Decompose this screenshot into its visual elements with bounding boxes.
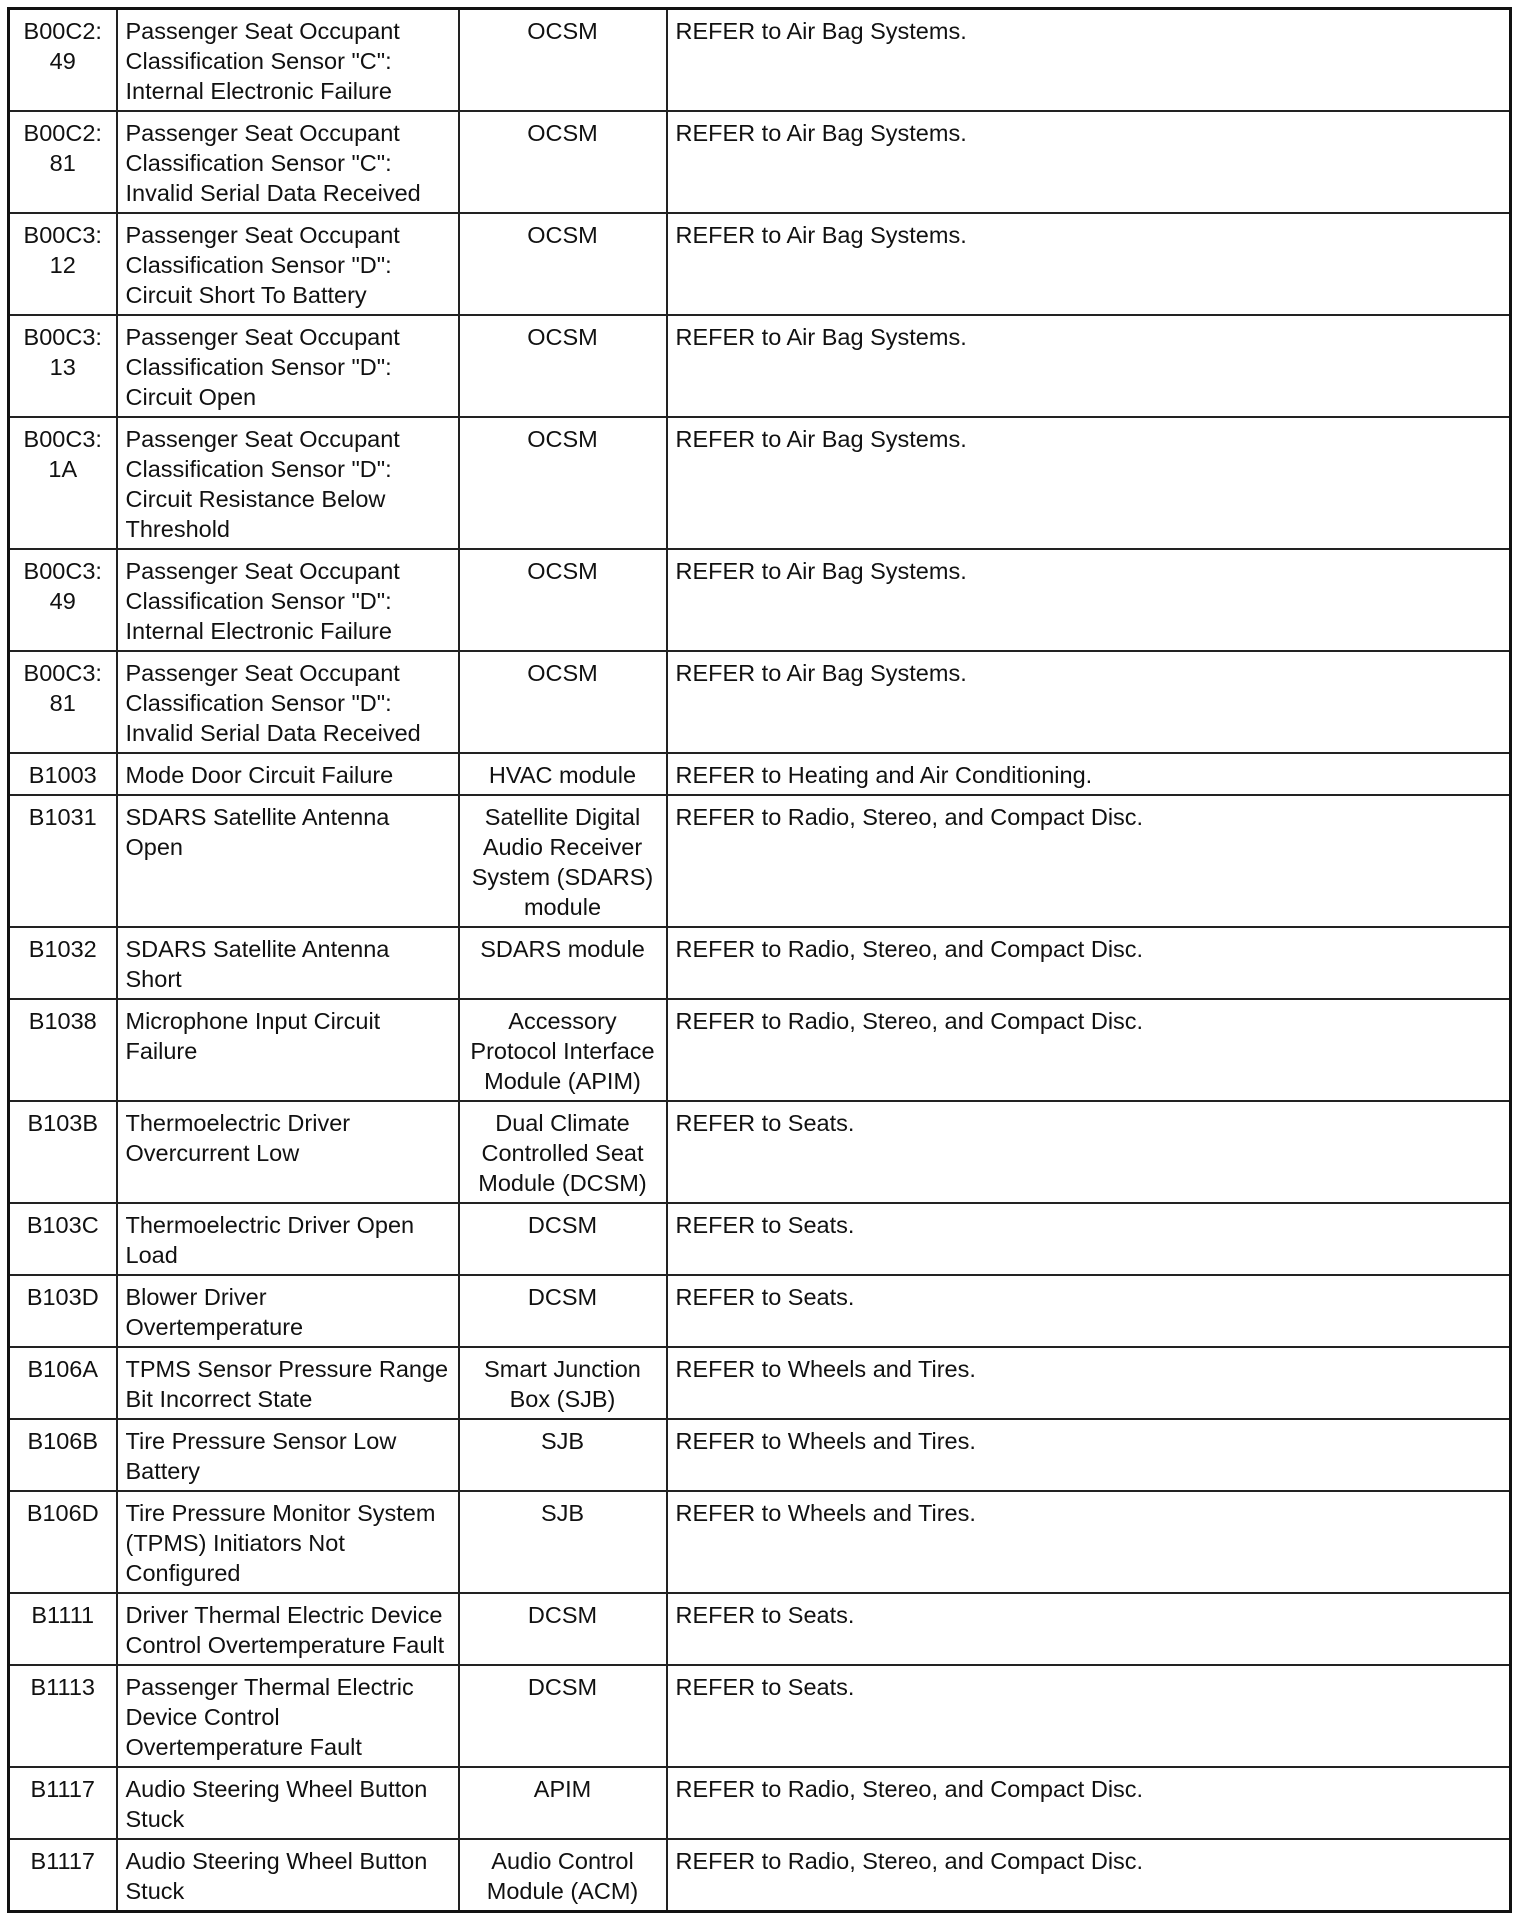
dtc-code-cell: B106A [9, 1347, 117, 1419]
description-cell: Passenger Seat Occupant Classification Sensor "D": Circuit Resistance Below Threshold [117, 417, 459, 549]
action-cell: REFER to Seats. [667, 1275, 1511, 1347]
table-row [9, 1491, 1511, 1593]
dtc-code-cell: B106B [9, 1419, 117, 1491]
description-cell: Passenger Seat Occupant Classification Sensor "C": Invalid Serial Data Received [117, 111, 459, 213]
action-cell: REFER to Seats. [667, 1593, 1511, 1665]
action-cell: REFER to Radio, Stereo, and Compact Disc. [667, 1767, 1511, 1839]
description-cell: SDARS Satellite Antenna Short [117, 927, 459, 999]
module-cell: DCSM [459, 1665, 667, 1767]
table-row [9, 1593, 1511, 1665]
table-row [9, 315, 1511, 417]
module-cell: Satellite Digital Audio Receiver System (SDARS) module [459, 795, 667, 927]
table-row [9, 9, 1511, 112]
table-row [9, 1665, 1511, 1767]
module-cell: Smart Junction Box (SJB) [459, 1347, 667, 1419]
dtc-code-cell: B1111 [9, 1593, 117, 1665]
module-cell: Dual Climate Controlled Seat Module (DCSM) [459, 1101, 667, 1203]
action-cell: REFER to Seats. [667, 1203, 1511, 1275]
dtc-code-cell: B1117 [9, 1767, 117, 1839]
dtc-table-body [9, 9, 1511, 1912]
action-cell: REFER to Seats. [667, 1665, 1511, 1767]
module-cell: DCSM [459, 1593, 667, 1665]
action-cell: REFER to Radio, Stereo, and Compact Disc. [667, 927, 1511, 999]
module-cell: OCSM [459, 9, 667, 112]
description-cell: TPMS Sensor Pressure Range Bit Incorrect State [117, 1347, 459, 1419]
description-cell: Mode Door Circuit Failure [117, 753, 459, 795]
dtc-code-cell: B00C3:13 [9, 315, 117, 417]
table-row [9, 753, 1511, 795]
description-cell: Passenger Seat Occupant Classification Sensor "C": Internal Electronic Failure [117, 9, 459, 112]
dtc-code-cell: B00C2:81 [9, 111, 117, 213]
action-cell: REFER to Air Bag Systems. [667, 213, 1511, 315]
table-row [9, 549, 1511, 651]
module-cell: DCSM [459, 1275, 667, 1347]
module-cell: SDARS module [459, 927, 667, 999]
dtc-code-cell: B103D [9, 1275, 117, 1347]
dtc-code-cell: B1113 [9, 1665, 117, 1767]
table-row [9, 1347, 1511, 1419]
table-row [9, 1203, 1511, 1275]
module-cell: APIM [459, 1767, 667, 1839]
dtc-code-cell: B1038 [9, 999, 117, 1101]
table-row [9, 417, 1511, 549]
table-row [9, 1101, 1511, 1203]
module-cell: SJB [459, 1419, 667, 1491]
dtc-code-cell: B103B [9, 1101, 117, 1203]
table-row [9, 795, 1511, 927]
description-cell: Tire Pressure Monitor System (TPMS) Initiators Not Configured [117, 1491, 459, 1593]
table-row [9, 213, 1511, 315]
action-cell: REFER to Radio, Stereo, and Compact Disc. [667, 795, 1511, 927]
action-cell: REFER to Air Bag Systems. [667, 417, 1511, 549]
description-cell: Passenger Thermal Electric Device Control Overtemperature Fault [117, 1665, 459, 1767]
dtc-code-cell: B1031 [9, 795, 117, 927]
dtc-code-cell: B00C3:1A [9, 417, 117, 549]
table-row [9, 1419, 1511, 1491]
description-cell: Thermoelectric Driver Overcurrent Low [117, 1101, 459, 1203]
table-row [9, 111, 1511, 213]
action-cell: REFER to Air Bag Systems. [667, 549, 1511, 651]
action-cell: REFER to Heating and Air Conditioning. [667, 753, 1511, 795]
description-cell: Microphone Input Circuit Failure [117, 999, 459, 1101]
module-cell: OCSM [459, 213, 667, 315]
action-cell: REFER to Wheels and Tires. [667, 1419, 1511, 1491]
table-row [9, 1767, 1511, 1839]
dtc-code-cell: B00C3:81 [9, 651, 117, 753]
table-row [9, 999, 1511, 1101]
dtc-code-cell: B1117 [9, 1839, 117, 1912]
dtc-code-cell: B00C3:49 [9, 549, 117, 651]
table-row [9, 1839, 1511, 1912]
dtc-code-cell: B103C [9, 1203, 117, 1275]
table-row [9, 651, 1511, 753]
description-cell: Audio Steering Wheel Button Stuck [117, 1839, 459, 1912]
description-cell: Passenger Seat Occupant Classification Sensor "D": Circuit Open [117, 315, 459, 417]
dtc-code-cell: B1003 [9, 753, 117, 795]
description-cell: Driver Thermal Electric Device Control Overtemperature Fault [117, 1593, 459, 1665]
dtc-table [7, 7, 1512, 1913]
action-cell: REFER to Air Bag Systems. [667, 651, 1511, 753]
dtc-code-cell: B1032 [9, 927, 117, 999]
description-cell: Tire Pressure Sensor Low Battery [117, 1419, 459, 1491]
action-cell: REFER to Wheels and Tires. [667, 1347, 1511, 1419]
action-cell: REFER to Radio, Stereo, and Compact Disc. [667, 1839, 1511, 1912]
module-cell: DCSM [459, 1203, 667, 1275]
description-cell: SDARS Satellite Antenna Open [117, 795, 459, 927]
table-row [9, 1275, 1511, 1347]
dtc-code-cell: B106D [9, 1491, 117, 1593]
description-cell: Passenger Seat Occupant Classification Sensor "D": Circuit Short To Battery [117, 213, 459, 315]
description-cell: Passenger Seat Occupant Classification Sensor "D": Internal Electronic Failure [117, 549, 459, 651]
dtc-code-cell: B00C3:12 [9, 213, 117, 315]
action-cell: REFER to Air Bag Systems. [667, 9, 1511, 112]
description-cell: Passenger Seat Occupant Classification Sensor "D": Invalid Serial Data Received [117, 651, 459, 753]
module-cell: HVAC module [459, 753, 667, 795]
module-cell: OCSM [459, 315, 667, 417]
action-cell: REFER to Air Bag Systems. [667, 315, 1511, 417]
dtc-code-cell: B00C2:49 [9, 9, 117, 112]
table-row [9, 927, 1511, 999]
action-cell: REFER to Seats. [667, 1101, 1511, 1203]
description-cell: Thermoelectric Driver Open Load [117, 1203, 459, 1275]
module-cell: Audio Control Module (ACM) [459, 1839, 667, 1912]
module-cell: OCSM [459, 111, 667, 213]
module-cell: Accessory Protocol Interface Module (APIM) [459, 999, 667, 1101]
action-cell: REFER to Radio, Stereo, and Compact Disc. [667, 999, 1511, 1101]
module-cell: OCSM [459, 417, 667, 549]
module-cell: SJB [459, 1491, 667, 1593]
description-cell: Blower Driver Overtemperature [117, 1275, 459, 1347]
module-cell: OCSM [459, 651, 667, 753]
description-cell: Audio Steering Wheel Button Stuck [117, 1767, 459, 1839]
module-cell: OCSM [459, 549, 667, 651]
action-cell: REFER to Air Bag Systems. [667, 111, 1511, 213]
action-cell: REFER to Wheels and Tires. [667, 1491, 1511, 1593]
